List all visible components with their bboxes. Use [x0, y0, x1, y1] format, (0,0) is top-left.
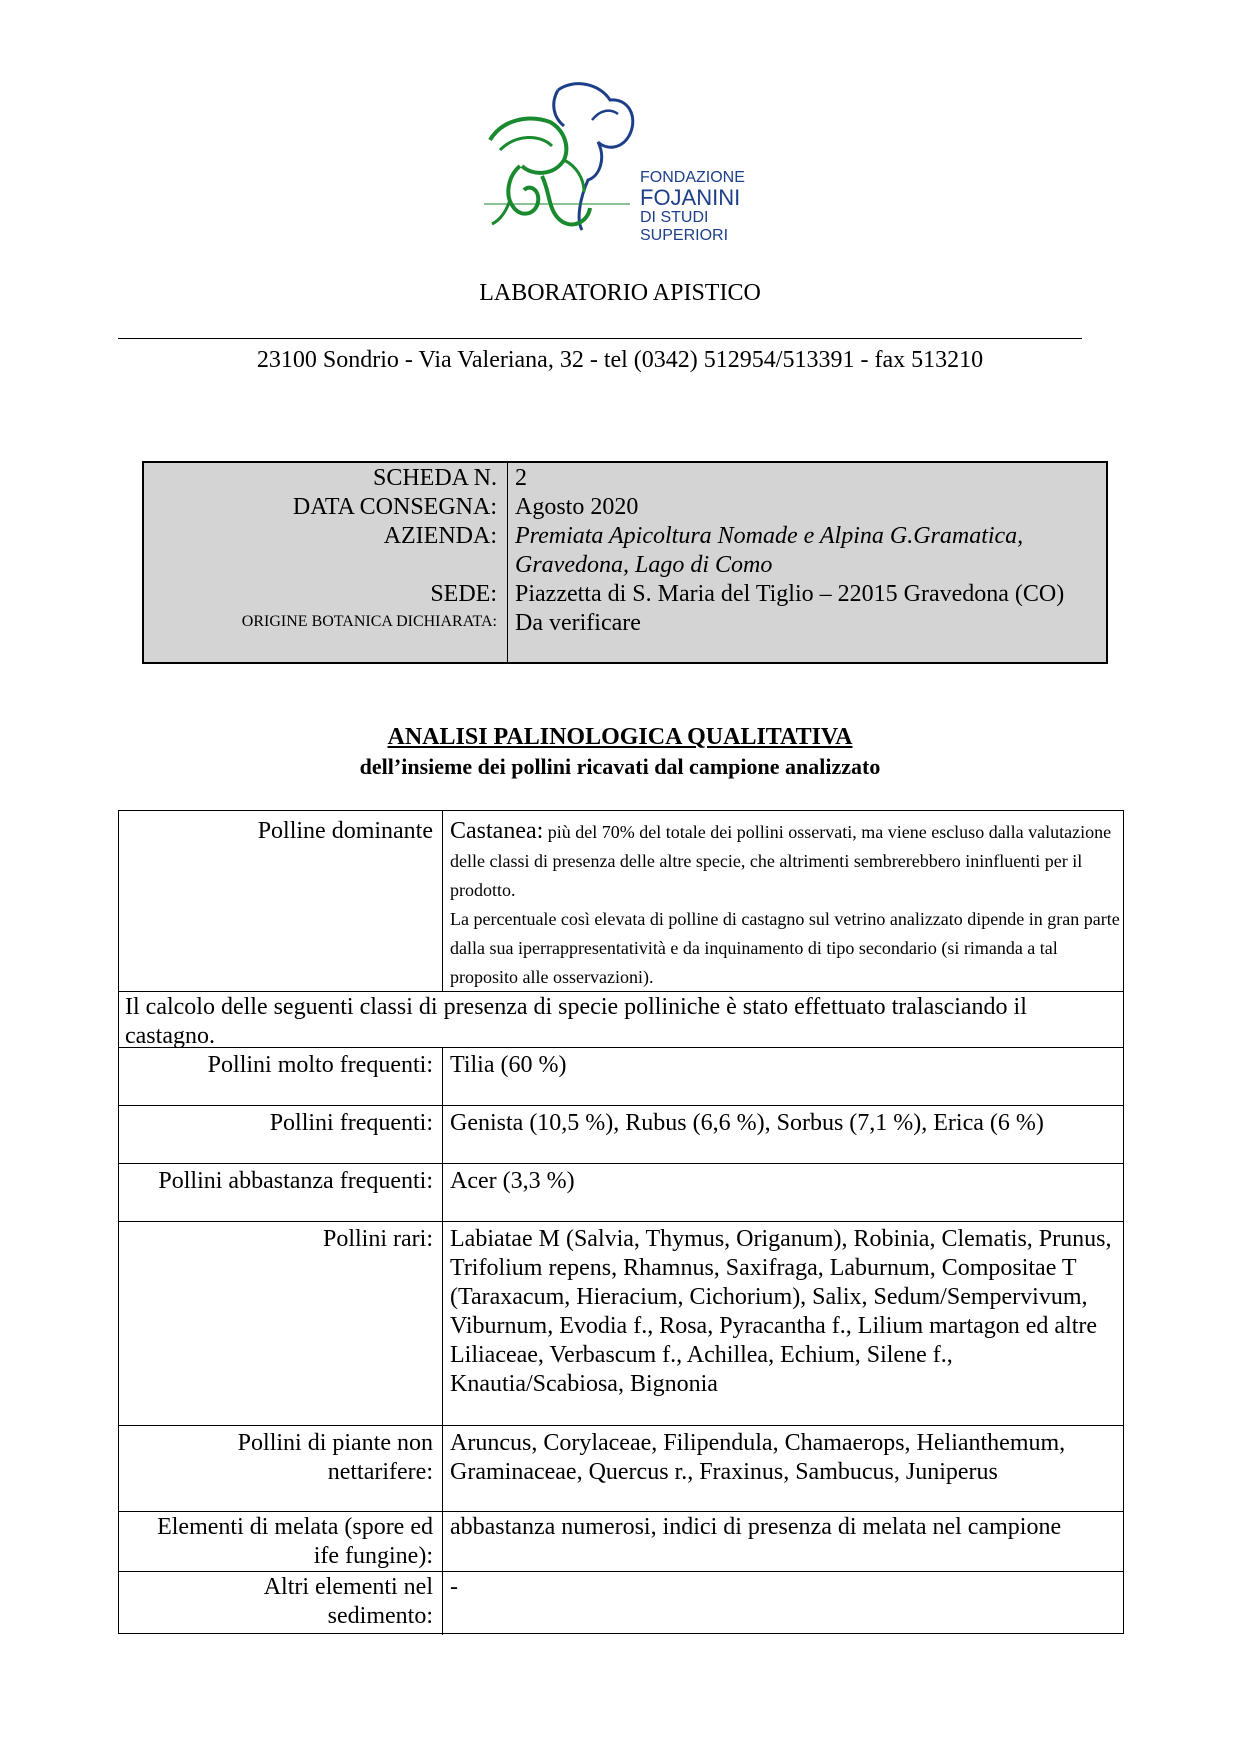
- row-label-non-nettarifere: Pollini di piante non nettarifere:: [237, 1430, 433, 1485]
- azienda-value-line2: Gravedona, Lago di Como: [515, 552, 773, 578]
- pollen-analysis-table: [118, 810, 1124, 1634]
- origine-label: ORIGINE BOTANICA DICHIARATA:: [241, 613, 497, 630]
- azienda-value-line1: Premiata Apicoltura Nomade e Alpina G.Gramatica,: [515, 523, 1024, 549]
- dominant-species: Castanea:: [450, 818, 544, 844]
- scheda-value: 2: [515, 465, 527, 491]
- logo-text-superiori: SUPERIORI: [640, 227, 729, 244]
- analysis-subtitle: dell’insieme dei pollini ricavati dal campione analizzato: [359, 754, 881, 779]
- header-divider: [118, 338, 1082, 339]
- row-label-molto-frequenti: Pollini molto frequenti:: [207, 1052, 433, 1078]
- row-value-non-nettarifere: Aruncus, Corylaceae, Filipendula, Chamaerops, Helianthemum, Graminaceae, Quercus r., Fraxinus, Sambucus, Juniperus: [450, 1430, 1066, 1485]
- fondazione-fojanini-logo: [480, 80, 760, 250]
- table-column-divider: [442, 1047, 443, 1635]
- logo-text-fojanini: FOJANINI: [640, 185, 741, 210]
- dominant-pollen-value: [450, 817, 1120, 991]
- row-label-abbastanza-frequenti: Pollini abbastanza frequenti:: [158, 1168, 433, 1194]
- logo-text-di-studi: DI STUDI: [640, 209, 709, 226]
- table-row-divider: [119, 1571, 1123, 1572]
- analysis-title: [0, 724, 1240, 751]
- analysis-title-text: ANALISI PALINOLOGICA QUALITATIVA: [387, 724, 853, 750]
- row-value-frequenti: Genista (10,5 %), Rubus (6,6 %), Sorbus (7,1 %), Erica (6 %): [450, 1110, 1044, 1136]
- table-column-divider: [442, 811, 443, 991]
- table-row-divider: [119, 1221, 1123, 1222]
- laboratory-title: LABORATORIO APISTICO: [479, 280, 761, 306]
- table-row-divider: [119, 991, 1123, 992]
- row-label-rari: Pollini rari:: [323, 1226, 433, 1252]
- row-value-melata: abbastanza numerosi, indici di presenza di melata nel campione: [450, 1514, 1062, 1540]
- data-consegna-value: Agosto 2020: [515, 494, 639, 520]
- row-label-altri-elementi: Altri elementi nel sedimento:: [263, 1574, 433, 1629]
- calculation-note: Il calcolo delle seguenti classi di presenza di specie polliniche è stato effettuato tralasciando il castagno.: [125, 994, 1027, 1049]
- table-row-divider: [119, 1105, 1123, 1106]
- logo-leaf-graphic: [480, 80, 640, 250]
- dominant-note: La percentuale così elevata di polline di castagno sul vetrino analizzato dipende in gran parte dalla sua iperrappresentatività e da inquinamento di tipo secondario (si rimanda a tal proposito alle osservazioni).: [450, 909, 1120, 987]
- row-value-molto-frequenti: Tilia (60 %): [450, 1052, 567, 1078]
- table-row-divider: [119, 1425, 1123, 1426]
- data-consegna-label: DATA CONSEGNA:: [292, 494, 497, 520]
- row-label-frequenti: Pollini frequenti:: [269, 1110, 433, 1136]
- sede-value: Piazzetta di S. Maria del Tiglio – 22015 Gravedona (CO): [515, 581, 1065, 607]
- dominant-description: più del 70% del totale dei pollini osservati, ma viene escluso dalla valutazione delle classi di presenza delle altre specie, che altrimenti sembrerebbero ininfluenti per il prodotto.: [450, 822, 1112, 900]
- table-row-divider: [119, 1511, 1123, 1512]
- info-box-divider: [507, 463, 508, 662]
- laboratory-address: 23100 Sondrio - Via Valeriana, 32 - tel (0342) 512954/513391 - fax 513210: [256, 347, 984, 373]
- dominant-pollen-label: Polline dominante: [257, 818, 433, 844]
- logo-text-fondazione: FONDAZIONE: [640, 169, 745, 186]
- row-value-rari: Labiatae M (Salvia, Thymus, Origanum), Robinia, Clematis, Prunus, Trifolium repens, Rhamnus, Saxifraga, Laburnum, Compositae T (Taraxacum, Hieracium, Cichorium), Salix, Sedum/Sempervivum, Viburnum, Evodia f., Rosa, Pyracantha f., Lilium martagon ed altre Liliaceae, Verbascum f., Achillea, Echium, Silene f., Knautia/Scabiosa, Bignonia: [450, 1226, 1112, 1397]
- origine-value: Da verificare: [515, 610, 641, 636]
- sample-info-box: [142, 461, 1108, 664]
- sede-label: SEDE:: [430, 581, 497, 607]
- row-value-altri-elementi: -: [450, 1574, 458, 1600]
- row-value-abbastanza-frequenti: Acer (3,3 %): [450, 1168, 575, 1194]
- scheda-label: SCHEDA N.: [372, 465, 497, 491]
- table-row-divider: [119, 1163, 1123, 1164]
- azienda-label: AZIENDA:: [383, 523, 497, 549]
- table-row-divider: [119, 1047, 1123, 1048]
- row-label-melata: Elementi di melata (spore ed ife fungine):: [157, 1514, 433, 1569]
